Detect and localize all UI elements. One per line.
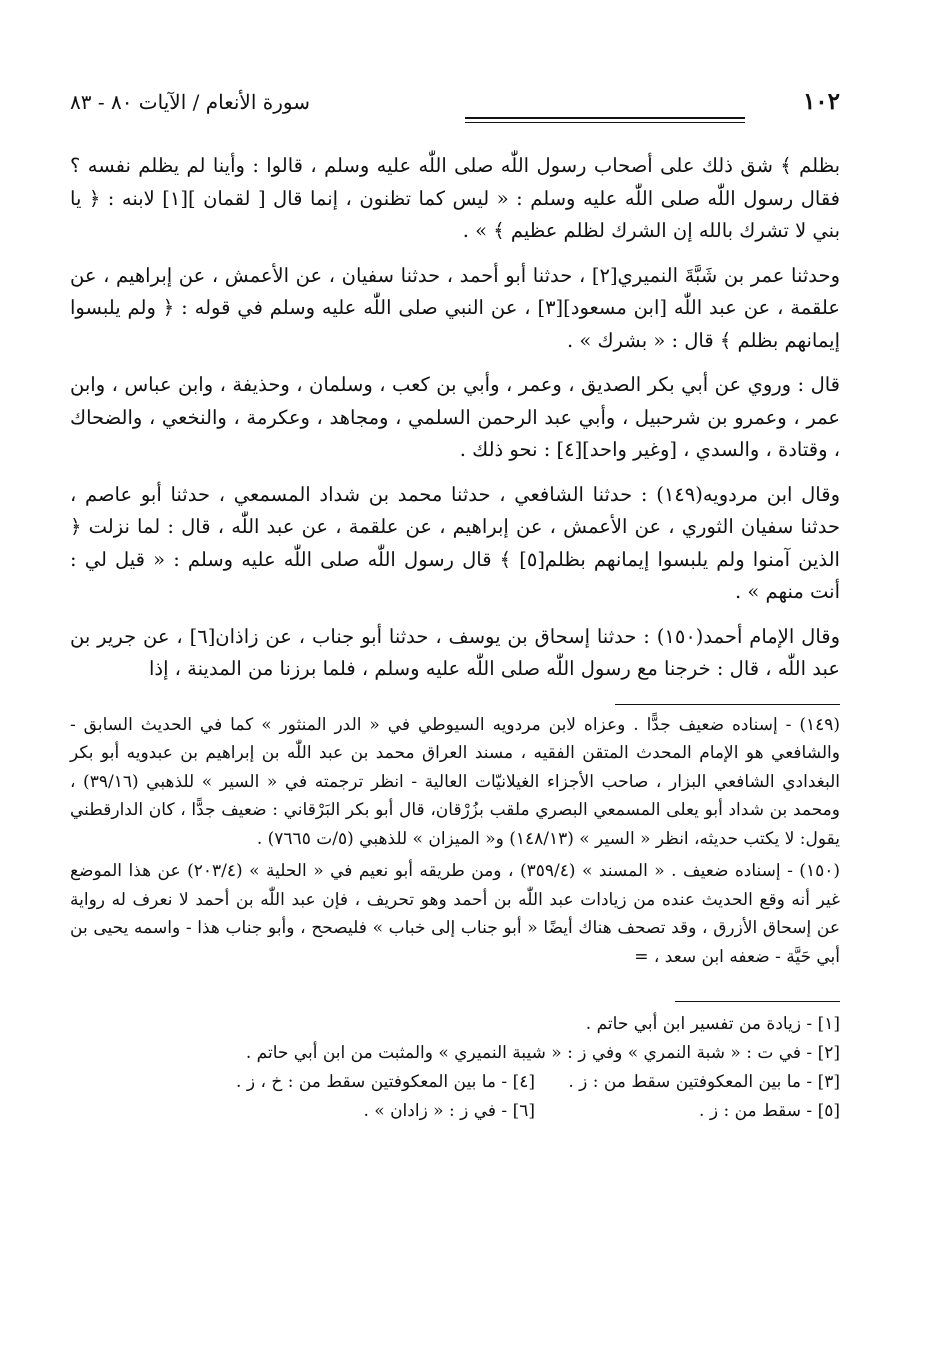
notes-separator xyxy=(615,704,840,705)
variant-row xyxy=(70,1010,840,1039)
paragraph: بظلم ﴾ شق ذلك على أصحاب رسول اللّٰه صلى اللّٰه عليه وسلم ، قالوا : وأينا لم يظلم نفسه ؟ فقال رسول اللّٰه صلى اللّٰه عليه وسلم : « ليس كما تظنون ، إنما قال [ لقمان ][١] لابنه : ﴿ يا بني لا تشرك بالله إن الشرك لظلم عظيم ﴾ » . xyxy=(70,154,840,242)
variant-note: [١] - زيادة من تفسير ابن أبي حاتم . xyxy=(585,1014,840,1034)
variant-row xyxy=(70,1039,840,1068)
variant-note: [٦] - في ز : « زادان » . xyxy=(363,1101,535,1121)
variant-note: [٣] - ما بين المعكوفتين سقط من : ز . xyxy=(568,1072,840,1092)
paragraph: وقال ابن مردويه(١٤٩) : حدثنا الشافعي ، حدثنا محمد بن شداد المسمعي ، حدثنا أبو عاصم ، حدثنا سفيان الثوري ، عن الأعمش ، عن إبراهيم ، عن علقمة ، عن عبد اللّٰه ، قال : لما نزلت ﴿ الذين آمنوا ولم يلبسوا إيمانهم بظلم[٥] ﴾ قال رسول اللّٰه صلى اللّٰه عليه وسلم : « قيل لي : أنت منهم » . xyxy=(70,482,840,603)
variant-note: [٤] - ما بين المعكوفتين سقط من : خ ، ز . xyxy=(236,1072,535,1092)
footnote: (١٤٩) - إسناده ضعيف جدًّا . وعزاه لابن مردويه السيوطي في « الدر المنثور » كما في الحديث السابق - والشافعي هو الإمام المحدث المتقن الفقيه ، مسند العراق محمد بن عبد اللّٰه بن إبراهيم بن عبدويه أبو بكر البغدادي الشافعي البزار ، صاحب الأجزاء الغيلانيّات العالية - انظر ترجمته في « السير » للذهبي (٣٩/١٦) ، ومحمد بن شداد أبو يعلى المسمعي البصري ملقب بزُرْقان، قال أبو بكر البَرْقاني : ضعيف جدًّا ، كان الدارقطني يقول: لا يكتب حديثه، انظر « السير » (١٤٨/١٣) و« الميزان » للذهبي (٥/ت ٧٦٦٥) . xyxy=(70,714,840,849)
page-number: ١٠٢ xyxy=(802,88,840,115)
footnotes xyxy=(70,711,840,972)
paragraph: وقال الإمام أحمد(١٥٠) : حدثنا إسحاق بن يوسف ، حدثنا أبو جناب ، عن زاذان[٦] ، عن جرير بن عبد اللّٰه ، قال : خرجنا مع رسول اللّٰه صلى اللّٰه عليه وسلم ، فلما برزنا من المدينة ، إذا xyxy=(70,624,841,680)
book-page xyxy=(70,88,840,1126)
variant-notes xyxy=(70,1001,840,1126)
variant-note: [٢] - في ت : « شبة النمري » وفي ز : « شيبة النميري » والمثبت من ابن أبي حاتم . xyxy=(245,1043,840,1063)
variant-row xyxy=(70,1068,840,1097)
page-header xyxy=(70,88,840,128)
header-rule-thin xyxy=(465,122,745,123)
paragraph: وحدثنا عمر بن شَبَّةَ النميري[٢] ، حدثنا أبو أحمد ، حدثنا سفيان ، عن الأعمش ، عن إبراهيم ، عن علقمة ، عن عبد اللّٰه [ابن مسعود][٣] ، عن النبي صلى اللّٰه عليه وسلم في قوله : ﴿ ولم يلبسوا إيمانهم بظلم ﴾ قال : « بشرك » . xyxy=(70,263,840,352)
main-text xyxy=(70,150,840,686)
variant-note: [٥] - سقط من : ز . xyxy=(699,1101,840,1121)
footnote: (١٥٠) - إسناده ضعيف . « المسند » (٣٥٩/٤) ، ومن طريقه أبو نعيم في « الحلية » (٢٠٣/٤) عن هذا الموضع غير أنه وقع الحديث عنده من زيادات عبد اللّٰه بن أحمد وهو تحريف ، فإن عبد اللّٰه بن أحمد لا نعرف له رواية عن إسحاق الأزرق ، وقد تصحف هناك أيضًا « أبو جناب إلى خباب » فليصحح ، وأبو جناب هذا - واسمه يحيى بن أبي حَيَّة - ضعفه ابن سعد ، = xyxy=(70,861,840,967)
variants-separator xyxy=(675,1001,840,1002)
header-rule xyxy=(465,117,745,119)
variant-row xyxy=(70,1097,840,1126)
paragraph: قال : وروي عن أبي بكر الصديق ، وعمر ، وأبي بن كعب ، وسلمان ، وحذيفة ، وابن عباس ، وابن عمر ، وعمرو بن شرحبيل ، وأبي عبد الرحمن السلمي ، ومجاهد ، وعكرمة ، والنخعي ، والضحاك ، وقتادة ، والسدي ، [وغير واحد][٤] : نحو ذلك . xyxy=(70,373,840,461)
surah-title: سورة الأنعام / الآيات ٨٠ - ٨٣ xyxy=(70,90,310,114)
